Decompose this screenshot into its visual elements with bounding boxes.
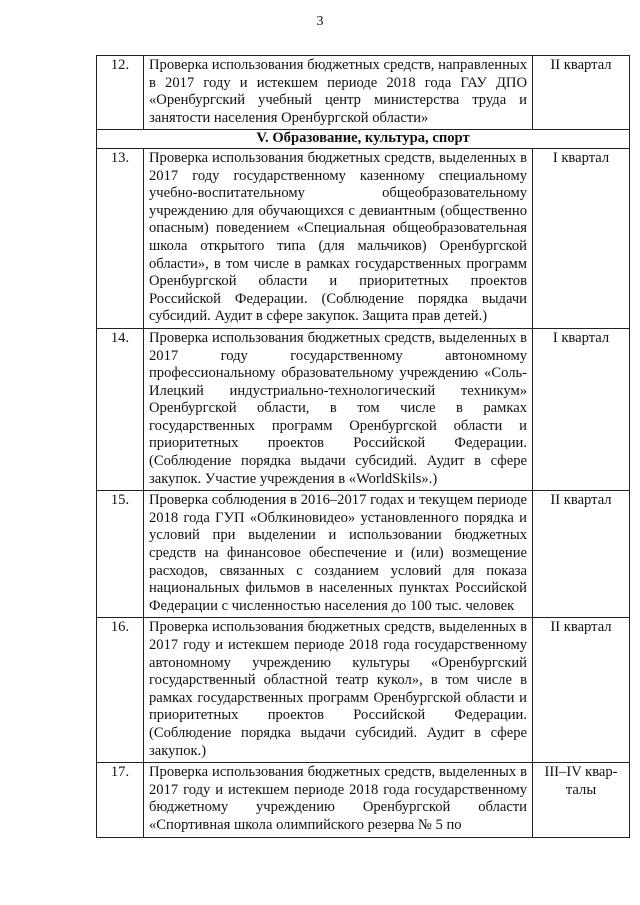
row-period (533, 763, 630, 837)
row-description: Проверка соблюдения в 2016–2017 годах и текущем периоде 2018 года ГУП «Облкиновидео» установленного порядка и условий при выделении и использовании бюджетных средств на финансовое обеспечение и (или) возмещение расходов, связанных с созданием условий для показа национальных фильмов в населенных пунктах Российской Федерации с численностью населения до 100 тыс. человек (144, 491, 533, 618)
row-description: Проверка использования бюджетных средств, выделенных в 2017 году и истекшем периоде 2018 года государственному бюджетному учреждению Оренбургской области «Спортивная школа олимпийского резерва № 5 по (144, 763, 533, 837)
row-number: 14. (97, 328, 144, 490)
row-period (533, 491, 630, 618)
table-row (97, 56, 630, 130)
table-row (97, 328, 630, 490)
table-row (97, 763, 630, 837)
row-number: 15. (97, 491, 144, 618)
row-description: Проверка использования бюджетных средств, направленных в 2017 году и истекшем периоде 2018 года ГАУ ДПО «Оренбургский учебный центр министерства труда и занятости населения Оренбургской области» (144, 56, 533, 130)
period-line: II квартал (550, 492, 612, 509)
row-period (533, 618, 630, 763)
table-row (97, 618, 630, 763)
row-description: Проверка использования бюджетных средств, выделенных в 2017 году государственному автономному профессиональному образовательному учреждению «Соль-Илецкий индустриально-технологический техникум» Оренбургской области, в том числе в рамках государственных программ Оренбургской области и приоритетных проектов Российской Федерации. (Соблюдение порядка выдачи субсидий. Аудит в сфере закупок. Участие учреждения в «WorldSkils».) (144, 328, 533, 490)
table-row (97, 148, 630, 328)
section-header-row (97, 130, 630, 149)
section-title: V. Образование, культура, спорт (97, 130, 630, 149)
table-row (97, 491, 630, 618)
period-line: I квартал (552, 149, 610, 166)
period-line: II квартал (550, 619, 612, 636)
period-line: II квартал (550, 57, 612, 73)
row-number: 12. (97, 56, 144, 130)
period-line: III–IV квар- (544, 764, 618, 781)
audit-plan-table (96, 55, 630, 838)
period-line: талы (565, 781, 597, 798)
row-period (533, 328, 630, 490)
period-line: I квартал (552, 329, 610, 346)
row-description: Проверка использования бюджетных средств, выделенных в 2017 году государственному казенному специальному учебно-воспитательному общеобразовательному учреждению для обучающихся с девиантным (общественно опасным) поведением «Специальная общеобразовательная школа открытого типа (для мальчиков) Оренбургской области», в том числе в рамках государственных программ Оренбургской области и приоритетных проектов Российской Федерации. (Соблюдение порядка выдачи субсидий. Аудит в сфере закупок. Защита прав детей.) (144, 148, 533, 328)
row-number: 16. (97, 618, 144, 763)
row-description: Проверка использования бюджетных средств, выделенных в 2017 году и истекшем периоде 2018 года государственному автономному учреждению культуры «Оренбургский государственный областной театр кукол», в том числе в рамках государственных программ Оренбургской области и приоритетных проектов Российской Федерации. (Соблюдение порядка выдачи субсидий. Аудит в сфере закупок.) (144, 618, 533, 763)
row-period (533, 56, 630, 130)
row-number: 13. (97, 148, 144, 328)
page-number: 3 (316, 14, 324, 29)
row-number: 17. (97, 763, 144, 837)
row-period (533, 148, 630, 328)
